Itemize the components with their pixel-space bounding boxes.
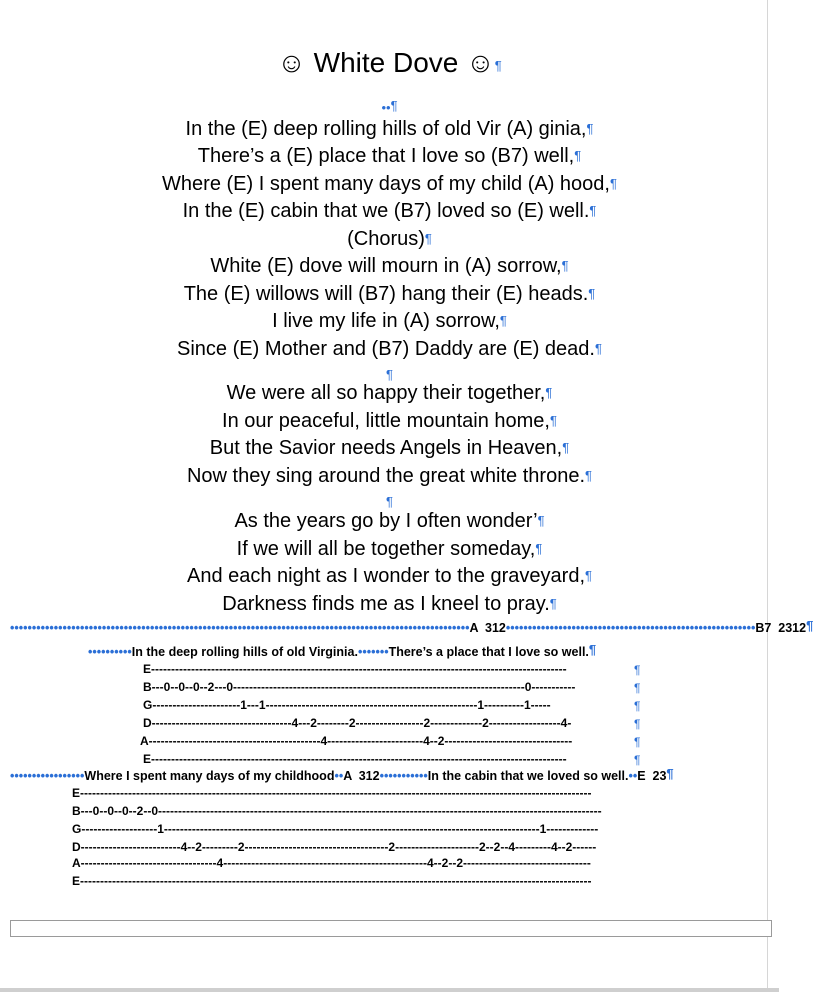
lyric-line: Since (E) Mother and (B7) Daddy are (E) dead.¶ [177,338,602,360]
tab-string: E-------------------------------------------------------------------------------------------------------- [143,752,567,766]
lyric-line: If we will all be together someday,¶ [236,538,543,560]
empty-paragraph: ¶ [386,494,393,509]
lyric-line: But the Savior needs Angels in Heaven,¶ [209,437,570,459]
tab-string: E-------------------------------------------------------------------------------------------------------------------------------- [72,874,592,888]
lyric-line: The (E) willows will (B7) hang their (E) heads.¶ [183,283,596,305]
tab1-pilcrows: ¶ ¶ ¶ ¶ ¶ ¶ [634,663,641,767]
lyric-line: Now they sing around the great white throne.¶ [186,465,592,487]
tab-string: D-----------------------------------4---2--------2-----------------2-------------2------------------4- [143,716,572,730]
tab1-chord-line: •••••••••••••••••••••••••••••••••••••••••••••••••••••••••••••••••••••••••••••••••••••••••••••••••••••••••A 312•••••••••••••••••••••••••••••••••••••••••••••••••••••••••B7 2312¶ [10,618,813,635]
tab-string: A-------------------------------------------4------------------------4--2-------------------------------- [140,734,573,748]
chorus-label: (Chorus)¶ [347,228,432,250]
tab-string: E-------------------------------------------------------------------------------------------------------- [143,662,567,676]
tab1-lyric-line: ••••••••••In the deep rolling hills of old Virginia.•••••••There’s a place that I love so well.¶ [88,642,597,659]
lyric-line: In the (E) cabin that we (B7) loved so (E) well.¶ [182,200,597,222]
empty-paragraph: ••¶ [381,98,398,115]
lyric-line: I live my life in (A) sorrow,¶ [272,310,507,332]
lyric-line: In our peaceful, little mountain home,¶ [222,410,557,432]
lyric-line: In the (E) deep rolling hills of old Vir (A) ginia,¶ [185,118,594,140]
tab-string: D-------------------------4--2---------2------------------------------------2---------------------2--2--4---------4--2------ [72,840,597,854]
tab-string: E-------------------------------------------------------------------------------------------------------------------------------- [72,786,592,800]
lyric-line: And each night as I wonder to the graveyard,¶ [186,565,592,587]
tab-string: B---0--0--0--2--0--------------------------------------------------------------------------------------------------------------- [72,804,602,818]
tab2-lyric-chord-line: •••••••••••••••••Where I spent many days of my childhood••A 312•••••••••••In the cabin that we loved so well.••E 23¶ [10,766,674,783]
window-bottom-border [0,988,779,992]
lyric-line: White (E) dove will mourn in (A) sorrow,¶ [210,255,569,277]
lyric-line: There’s a (E) place that I love so (B7) well,¶ [197,145,582,167]
lyric-line: Where (E) I spent many days of my child (A) hood,¶ [162,173,617,195]
tab-string: G----------------------1---1-----------------------------------------------------1----------1----- [143,698,551,712]
tab-string: B---0--0--0--2---0-------------------------------------------------------------------------0----------- [143,680,576,694]
lyric-line: We were all so happy their together,¶ [226,382,553,404]
tab-string: A----------------------------------4---------------------------------------------------4--2--2-------------------------------- [72,856,591,870]
lyric-line: Darkness finds me as I kneel to pray.¶ [222,593,557,615]
tab-string: G-------------------1----------------------------------------------------------------------------------------------1------------- [72,822,599,836]
song-title: ☺ White Dove ☺¶ [277,47,502,78]
empty-paragraph: ¶ [386,367,393,382]
next-page-edge [10,920,772,937]
lyric-line: As the years go by I often wonder’¶ [234,510,545,532]
